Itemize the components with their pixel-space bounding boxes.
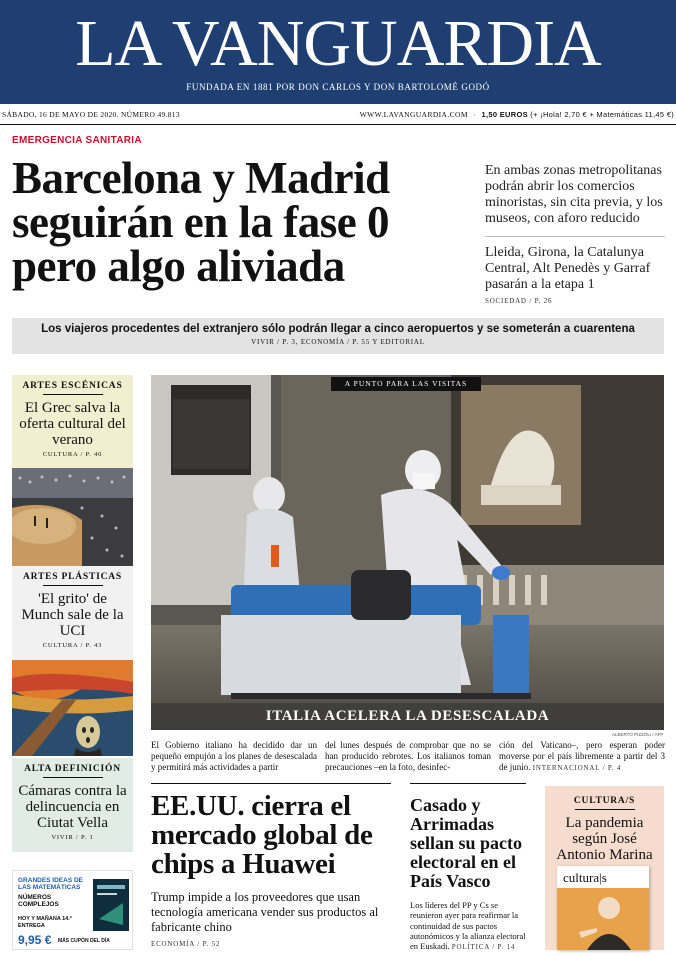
scream-painting	[12, 660, 133, 756]
story-us-tag[interactable]: ECONOMÍA / P. 52	[151, 940, 221, 948]
photo-credit: ALBERTO PIZZOLI / AFP	[612, 732, 664, 737]
culturas-title: La pandemia según José Antonio Marina	[556, 815, 653, 863]
sidebar-title: El Grec salva la oferta cultural del verano	[19, 400, 126, 448]
photo-kicker: A PUNTO PARA LAS VISITAS	[331, 377, 481, 391]
dateline-right: WWW.LAVANGUARDIA.COM · 1,50 EUROS (+ ¡Hola! 2,70 € + Matemáticas 11,45 €)	[359, 110, 674, 119]
promo-title: GRANDES IDEAS DE LAS MATEMÁTICAS	[18, 877, 84, 891]
sidebar-tag: VIVIR / P. 1	[51, 834, 94, 841]
founded-line: FUNDADA EN 1881 POR DON CARLOS Y DON BARTOLOMÉ GODÓ	[186, 82, 490, 92]
culturas-kicker-rule	[575, 809, 635, 810]
sidebar-tag: CULTURA / P. 43	[42, 642, 103, 649]
theatre-photo	[12, 468, 133, 566]
sidebar-item-cameras[interactable]	[12, 758, 133, 852]
dateline	[0, 108, 676, 124]
sidebar-title: 'El grito' de Munch sale de la UCI	[21, 591, 124, 639]
story-pv-tag[interactable]: POLÍTICA / P. 14	[451, 943, 516, 952]
culturas-box[interactable]	[545, 786, 664, 950]
lead-sub-divider	[485, 236, 665, 237]
travel-banner[interactable]	[12, 318, 664, 354]
sidebar-tag: CULTURA / P. 40	[42, 451, 103, 458]
math-promo[interactable]	[12, 870, 133, 950]
price: 1,50 EUROS	[481, 110, 528, 119]
story-pv-rule	[410, 783, 526, 784]
promo-when: HOY Y MAÑANA 14.ª ENTREGA	[18, 916, 72, 929]
promo-price: 9,95 €	[18, 933, 52, 947]
promo-note: MÁS CUPÓN DEL DÍA	[58, 938, 110, 944]
main-photo[interactable]	[151, 375, 664, 730]
lead-kicker: EMERGENCIA SANITARIA	[12, 135, 142, 146]
lead-sub-1: En ambas zonas metropolitanas podrán abrir los comercios minoristas, sin cita previa, y los museos, con aforo reducido	[485, 163, 663, 226]
sidebar-kicker: ARTES ESCÉNICAS	[22, 381, 123, 391]
culturas-cover	[557, 866, 649, 950]
culturas-cover-portrait	[557, 888, 649, 950]
story-pv-body: Los líderes del PP y Cs se reunieron ayer para reafirmar la continuidad de sus pactos autonómicos y la alianza electoral en Euskadi.	[410, 900, 526, 952]
issue-date: SÁBADO, 16 DE MAYO DE 2020. NÚMERO 49.813	[2, 110, 180, 119]
sidebar-kicker-rule	[43, 394, 103, 395]
newspaper-name[interactable]: LA VANGUARDIA	[75, 7, 601, 80]
top-rule	[0, 124, 676, 125]
sidebar-kicker-rule	[43, 777, 103, 778]
culturas-cover-label: cultura|s	[563, 870, 607, 885]
math-book-icon	[93, 879, 129, 931]
photo-text-col-3	[499, 740, 665, 774]
price-extras: (+ ¡Hola! 2,70 € + Matemáticas 11,45 €)	[530, 110, 674, 119]
story-pv-headline[interactable]: Casado y Arrimadas sellan su pacto electoral en el País Vasco	[410, 795, 523, 891]
vatican-disinfection-photo	[151, 375, 664, 730]
story-us-deck: Trump impide a los proveedores que usan tecnología americana vender sus productos al fabricante chino	[151, 890, 379, 934]
story-us-rule	[151, 783, 391, 784]
sidebar-item-grec[interactable]	[12, 375, 133, 468]
banner-text: Los viajeros procedentes del extranjero sólo podrán llegar a cinco aeropuertos y se someterán a cuarentena	[41, 323, 635, 335]
promo-subtitle: NÚMEROS COMPLEJOS	[18, 894, 59, 908]
sidebar-kicker-rule	[43, 585, 103, 586]
masthead	[0, 0, 676, 104]
lead-headline[interactable]: Barcelona y Madrid seguirán en la fase 0 pero algo aliviada	[12, 153, 390, 291]
banner-tag: VIVIR / P. 3, ECONOMÍA / P. 55 Y EDITORIAL	[251, 338, 425, 346]
lead-sub-2: Lleida, Girona, la Catalunya Central, Alt Penedès y Garraf pasarán a la etapa 1	[485, 245, 651, 292]
photo-text-col-3-body: ción del Vaticano–, pero esperan poder moverse por el país libremente a partir del 3 de junio.	[499, 740, 665, 772]
story-us-headline[interactable]: EE.UU. cierra el mercado global de chips a Huawei	[151, 790, 373, 880]
sidebar-item-munch[interactable]	[12, 566, 133, 660]
culturas-kicker: CULTURA/S	[573, 796, 636, 806]
lead-sub-2-tag[interactable]: SOCIEDAD / P. 26	[485, 297, 553, 305]
story-pv-body-wrap	[410, 900, 528, 952]
sidebar-title: Cámaras contra la delincuencia en Ciutat Vella	[18, 783, 127, 831]
sidebar-kicker: ARTES PLÁSTICAS	[22, 572, 123, 582]
sidebar-kicker: ALTA DEFINICIÓN	[24, 764, 121, 774]
photo-text-col-2: del lunes después de comprobar que no se han producido rebrotes. Los italianos toman precauciones –en la foto, desinfec-	[325, 740, 491, 772]
website-link[interactable]: WWW.LAVANGUARDIA.COM	[359, 110, 468, 119]
photo-text-col-3-tag[interactable]: INTERNACIONAL / P. 4	[532, 764, 622, 772]
photo-text-col-1: El Gobierno italiano ha decidido dar un pequeño empujón a los planes de desescalada y permitirá más actividades a partir	[151, 740, 317, 772]
photo-caption: ITALIA ACELERA LA DESESCALADA	[151, 703, 664, 730]
